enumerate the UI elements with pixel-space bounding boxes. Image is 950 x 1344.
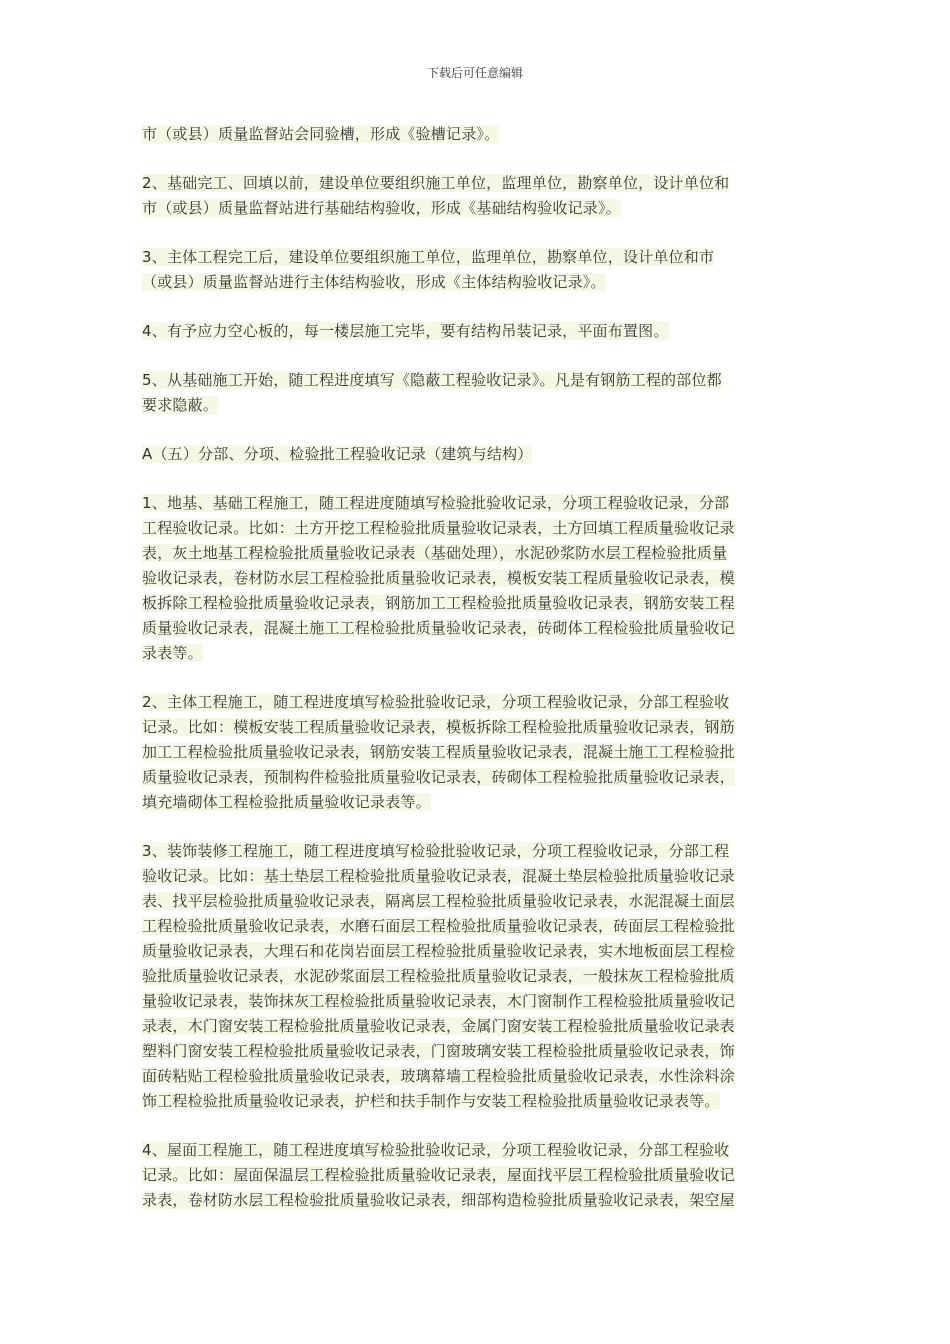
text-line-content: 3、装饰装修工程施工，随工程进度填写检验批验收记录，分项工程验收记录，分部工程	[142, 842, 730, 860]
text-line-content: 面砖粘贴工程检验批质量验收记录表，玻璃幕墙工程检验批质量验收记录表，水性涂料涂	[142, 1067, 735, 1085]
text-line	[142, 393, 812, 418]
text-line-content: 验收记录表，卷材防水层工程检验批质量验收记录表，模板安装工程质量验收记录表，模	[142, 569, 735, 587]
text-line	[142, 1039, 812, 1064]
text-line-content: 市（或县）质量监督站进行基础结构验收，形成《基础结构验收记录》。	[142, 199, 621, 217]
text-line	[142, 566, 812, 591]
text-line	[142, 270, 812, 295]
text-line	[142, 491, 812, 516]
text-line	[142, 715, 812, 740]
text-line-content: 量验收记录表，装饰抹灰工程检验批质量验收记录表，木门窗制作工程检验批质量验收记	[142, 992, 735, 1010]
paragraph	[142, 690, 812, 815]
text-line	[142, 1188, 812, 1213]
text-line-content: 2、基础完工、回填以前，建设单位要组织施工单位，监理单位，勘察单位，设计单位和	[142, 174, 730, 192]
text-line-content: 板拆除工程检验批质量验收记录表，钢筋加工工程检验批质量验收记录表，钢筋安装工程	[142, 594, 735, 612]
paragraph	[142, 245, 812, 295]
text-line-content: 1、地基、基础工程施工，随工程进度随填写检验批验收记录，分项工程验收记录，分部	[142, 494, 730, 512]
text-line-content: 质量验收记录表，预制构件检验批质量验收记录表，砖砌体工程检验批质量验收记录表，	[142, 768, 735, 786]
text-line	[142, 616, 812, 641]
paragraph	[142, 122, 812, 147]
text-line	[142, 171, 812, 196]
text-line-content: 表，灰土地基工程检验批质量验收记录表（基础处理），水泥砂浆防水层工程检验批质量	[142, 544, 728, 562]
text-line	[142, 591, 812, 616]
text-line	[142, 516, 812, 541]
text-line	[142, 196, 812, 221]
text-line-content: 4、有予应力空心板的，每一楼层施工完毕，要有结构吊装记录，平面布置图。	[142, 322, 669, 340]
text-line	[142, 889, 812, 914]
text-line	[142, 1138, 812, 1163]
text-line	[142, 368, 812, 393]
text-line-content: 记录。比如：屋面保温层工程检验批质量验收记录表，屋面找平层工程检验批质量验收记	[142, 1166, 735, 1184]
paragraph	[142, 368, 812, 418]
text-line	[142, 864, 812, 889]
text-line	[142, 790, 812, 815]
paragraph	[142, 491, 812, 666]
text-line-content: 塑料门窗安装工程检验批质量验收记录表，门窗玻璃安装工程检验批质量验收记录表，饰	[142, 1042, 735, 1060]
text-line-content: 饰工程检验批质量验收记录表，护栏和扶手制作与安装工程检验批质量验收记录表等。	[142, 1092, 720, 1110]
paragraph	[142, 839, 812, 1114]
text-line	[142, 541, 812, 566]
text-line-content: 4、屋面工程施工，随工程进度填写检验批验收记录，分项工程验收记录，分部工程验收	[142, 1141, 730, 1159]
text-line-content: 录表，卷材防水层工程检验批质量验收记录表，细部构造检验批质量验收记录表，架空屋	[142, 1191, 735, 1209]
text-line-content: 填充墙砌体工程检验批质量验收记录表等。	[142, 793, 431, 811]
text-line-content: 录表，木门窗安装工程检验批质量验收记录表，金属门窗安装工程检验批质量验收记录表	[142, 1017, 735, 1035]
text-line-content: 加工工程检验批质量验收记录表，钢筋安装工程质量验收记录表，混凝土施工工程检验批	[142, 743, 735, 761]
paragraph	[142, 171, 812, 221]
text-line-content: 验收记录。比如：基土垫层工程检验批质量验收记录表，混凝土垫层检验批质量验收记录	[142, 867, 735, 885]
paragraph	[142, 442, 812, 467]
text-line-content: 质量验收记录表，混凝土施工工程检验批质量验收记录表，砖砌体工程检验批质量验收记	[142, 619, 735, 637]
text-line	[142, 1163, 812, 1188]
text-line	[142, 1089, 812, 1114]
text-line	[142, 245, 812, 270]
text-line	[142, 1014, 812, 1039]
text-line	[142, 939, 812, 964]
text-line-content: 工程验收记录。比如：土方开挖工程检验批质量验收记录表，土方回填工程质量验收记录	[142, 519, 735, 537]
text-line	[142, 690, 812, 715]
page-header: 下载后可任意编辑	[426, 66, 523, 80]
text-line-content: 质量验收记录表，大理石和花岗岩面层工程检验批质量验收记录表，实木地板面层工程检	[142, 942, 735, 960]
text-line-content: 3、主体工程完工后，建设单位要组织施工单位，监理单位，勘察单位，设计单位和市	[142, 248, 715, 266]
text-line	[142, 1064, 812, 1089]
document-body	[142, 122, 812, 1237]
text-line-content: （或县）质量监督站进行主体结构验收，形成《主体结构验收记录》。	[142, 273, 606, 291]
text-line	[142, 914, 812, 939]
text-line	[142, 641, 812, 666]
text-line	[142, 319, 812, 344]
text-line-content: 要求隐蔽。	[142, 396, 219, 414]
text-line-content: A（五）分部、分项、检验批工程验收记录（建筑与结构）	[142, 445, 533, 463]
text-line	[142, 839, 812, 864]
text-line-content: 验批质量验收记录表，水泥砂浆面层工程检验批质量验收记录表，一般抹灰工程检验批质	[142, 967, 735, 985]
text-line-content: 录表等。	[142, 644, 203, 662]
text-line-content: 表、找平层检验批质量验收记录表，隔离层工程检验批质量验收记录表，水泥混凝土面层	[142, 892, 735, 910]
text-line-content: 记录。比如：模板安装工程质量验收记录表，模板拆除工程检验批质量验收记录表，钢筋	[142, 718, 735, 736]
text-line-content: 5、从基础施工开始，随工程进度填写《隐蔽工程验收记录》。凡是有钢筋工程的部位都	[142, 371, 722, 389]
text-line	[142, 765, 812, 790]
text-line	[142, 989, 812, 1014]
text-line-content: 2、主体工程施工，随工程进度填写检验批验收记录，分项工程验收记录，分部工程验收	[142, 693, 730, 711]
text-line	[142, 740, 812, 765]
text-line-content: 市（或县）质量监督站会同验槽，形成《验槽记录》。	[142, 125, 500, 143]
text-line-content: 工程检验批质量验收记录表，水磨石面层工程检验批质量验收记录表，砖面层工程检验批	[142, 917, 735, 935]
text-line	[142, 122, 812, 147]
text-line	[142, 964, 812, 989]
paragraph	[142, 319, 812, 344]
text-line	[142, 442, 812, 467]
paragraph	[142, 1138, 812, 1213]
